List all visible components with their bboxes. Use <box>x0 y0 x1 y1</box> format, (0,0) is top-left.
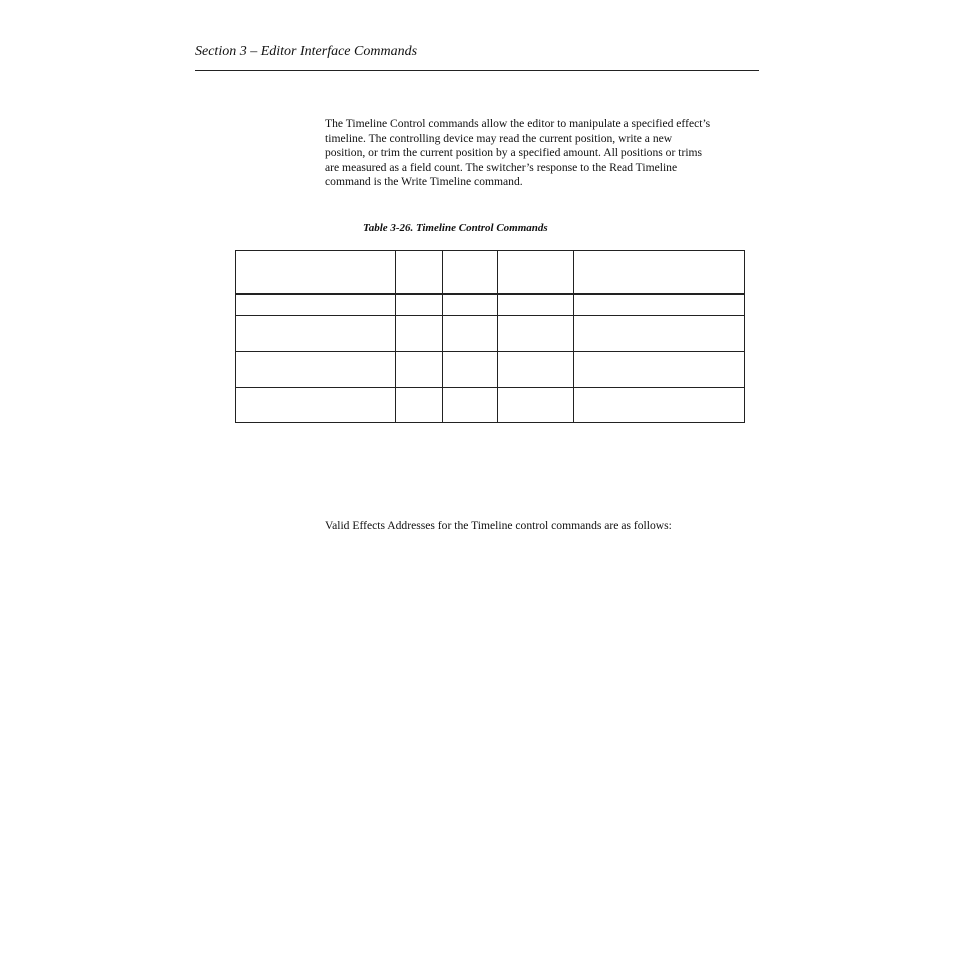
table-cell <box>443 294 498 316</box>
table-cell <box>498 352 574 388</box>
table-caption: Table 3-26. Timeline Control Commands <box>363 222 548 234</box>
timeline-control-commands-table <box>235 250 745 423</box>
table-row <box>236 352 745 388</box>
table-cell <box>498 294 574 316</box>
table-row <box>236 294 745 316</box>
table-cell <box>443 316 498 352</box>
table-header-cell <box>236 251 396 294</box>
table-cell <box>498 388 574 423</box>
intro-paragraph <box>325 117 765 190</box>
table-cell <box>236 352 396 388</box>
table-header-cell <box>443 251 498 294</box>
table-cell <box>236 388 396 423</box>
intro-line: are measured as a field count. The switcher’s response to the Read Timeline <box>325 160 678 174</box>
table-cell <box>396 388 443 423</box>
table-header-row <box>236 251 745 294</box>
table-cell <box>236 294 396 316</box>
table-cell <box>396 294 443 316</box>
table-cell <box>236 316 396 352</box>
table-cell <box>574 352 745 388</box>
table-header-cell <box>498 251 574 294</box>
table-row <box>236 316 745 352</box>
running-header: Section 3 – Editor Interface Commands <box>195 44 418 59</box>
effects-addresses-intro: Valid Effects Addresses for the Timeline control commands are as follows: <box>325 519 672 532</box>
table-cell <box>498 316 574 352</box>
table-cell <box>443 352 498 388</box>
intro-line: command is the Write Timeline command. <box>325 175 523 189</box>
intro-line: timeline. The controlling device may read the current position, write a new <box>325 131 673 145</box>
intro-line: The Timeline Control commands allow the editor to manipulate a specified effect’s <box>325 117 711 130</box>
table-cell <box>574 316 745 352</box>
table-cell <box>574 388 745 423</box>
header-rule <box>195 70 759 71</box>
table-cell <box>396 352 443 388</box>
table-header-cell <box>396 251 443 294</box>
table-cell <box>574 294 745 316</box>
table-cell <box>396 316 443 352</box>
table-cell <box>443 388 498 423</box>
intro-line: position, or trim the current position by a specified amount. All positions or trims <box>325 146 703 160</box>
table-row <box>236 388 745 423</box>
table-header-cell <box>574 251 745 294</box>
